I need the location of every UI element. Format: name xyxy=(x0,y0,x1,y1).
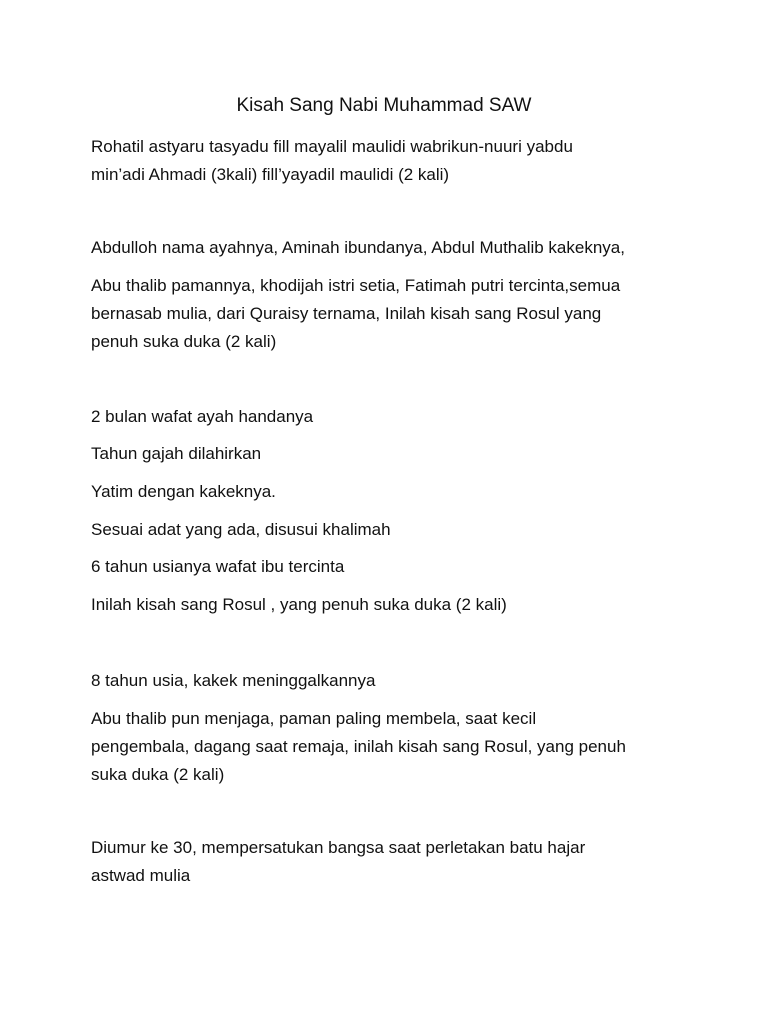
text-line: suka duka (2 kali) xyxy=(91,765,225,784)
paragraph-line xyxy=(91,440,691,468)
text-line: Sesuai adat yang ada, disusui khalimah xyxy=(91,520,391,539)
text-line: 2 bulan wafat ayah handanya xyxy=(91,407,314,426)
paragraph-family xyxy=(91,234,691,262)
text-line: 8 tahun usia, kakek meninggalkannya xyxy=(91,671,376,690)
paragraph-line xyxy=(91,553,691,581)
paragraph-guardian xyxy=(91,705,691,789)
document-title: Kisah Sang Nabi Muhammad SAW xyxy=(236,95,532,116)
paragraph-opening-verse xyxy=(91,133,691,189)
text-line: Tahun gajah dilahirkan xyxy=(91,444,262,463)
text-line: min’adi Ahmadi (3kali) fill’yayadil maulidi (2 kali) xyxy=(91,165,450,184)
text-line: Abdulloh nama ayahnya, Aminah ibundanya, Abdul Muthalib kakeknya, xyxy=(91,238,625,257)
text-line: Diumur ke 30, mempersatukan bangsa saat perletakan batu hajar xyxy=(91,838,586,857)
text-line: astwad mulia xyxy=(91,866,191,885)
text-line: 6 tahun usianya wafat ibu tercinta xyxy=(91,557,345,576)
text-line: Rohatil astyaru tasyadu fill mayalil maulidi wabrikun-nuuri yabdu xyxy=(91,137,573,156)
text-line: Abu thalib pun menjaga, paman paling membela, saat kecil xyxy=(91,709,537,728)
paragraph-line xyxy=(91,591,691,619)
paragraph-line xyxy=(91,403,691,431)
paragraph-line xyxy=(91,478,691,506)
text-line: Inilah kisah sang Rosul , yang penuh suka duka (2 kali) xyxy=(91,595,507,614)
paragraph-line xyxy=(91,667,691,695)
text-line: pengembala, dagang saat remaja, inilah kisah sang Rosul, yang penuh xyxy=(91,737,626,756)
paragraph-age-thirty xyxy=(91,834,691,890)
text-line: Yatim dengan kakeknya. xyxy=(91,482,276,501)
text-line: bernasab mulia, dari Quraisy ternama, Inilah kisah sang Rosul yang xyxy=(91,304,602,323)
text-line: Abu thalib pamannya, khodijah istri setia, Fatimah putri tercinta,semua xyxy=(91,276,621,295)
paragraph-line xyxy=(91,516,691,544)
text-line: penuh suka duka (2 kali) xyxy=(91,332,277,351)
paragraph-lineage xyxy=(91,272,691,356)
